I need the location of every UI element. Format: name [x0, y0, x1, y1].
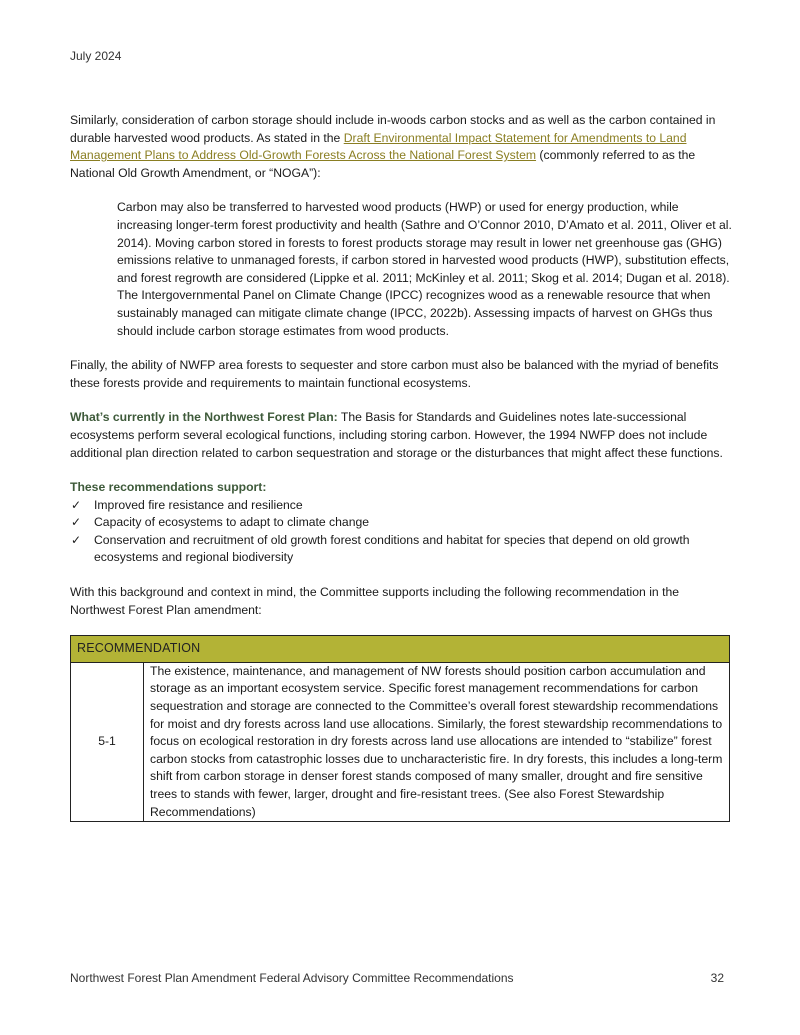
checkmark-icon: ✓ [71, 497, 82, 512]
block-quote: Carbon may also be transferred to harvested wood products (HWP) or used for energy production, while increasing longer-term forest productivity and health (Sathre and O’Connor 2010, D’Amato et al. 2011, Oliver et al. 2014). Moving carbon stored in forests to forest products storage may result in lower net greenhouse gas (GHG) emissions relative to unmanaged forests, if carbon stored in harvested wood products (HWP), substitution effects, and forest regrowth are considered (Lippke et al. 2011; McKinley et al. 2011; Skog et al. 2014; Dugan et al. 2018). The Intergovernmental Panel on Climate Change (IPCC) recognizes wood as a renewable resource that when sustainably managed can mitigate climate change (IPCC, 2022b). Assessing impacts of harvest on GHGs thus should include carbon storage estimates from wood products. [117, 200, 732, 338]
intro-text-tail: (commonly referred to as the National Old Growth Amendment, or “NOGA”): [70, 148, 696, 180]
page-footer [70, 971, 724, 985]
page-date: July 2024 [70, 49, 122, 63]
list-item [70, 514, 732, 532]
recommendation-header: RECOMMENDATION [71, 636, 730, 663]
page-number: 32 [710, 971, 724, 985]
list-item [70, 532, 732, 567]
intro-text: Similarly, consideration of carbon storage should include in-woods carbon stocks and as well as the carbon contained in durable harvested wood products. As stated in the [70, 113, 716, 145]
document-body [70, 112, 732, 822]
list-item-text: Conservation and recruitment of old growth forest conditions and habitat for species that depend on old growth ecosystems and regional biodiversity [94, 532, 690, 565]
recommendation-number: 5-1 [71, 662, 144, 821]
context-paragraph: With this background and context in mind, the Committee supports including the following recommendation in the Northwest Forest Plan amendment: [70, 585, 680, 617]
noga-deis-link[interactable]: Draft Environmental Impact Statement for Amendments to Land Management Plans to Address Old-Growth Forests Across the National Forest System [70, 130, 687, 163]
recommendation-text: The existence, maintenance, and management of NW forests should position carbon accumulation and storage as an important ecosystem service. Specific forest management recommendations for carbon sequestration and storage are connected to the Committee’s overall forest stewardship recommendations for moist and dry forests across land use allocations. Similarly, the forest stewardship recommendations to focus on ecological restoration in dry forests across land use allocations are intended to “stabilize” forest carbon stocks from catastrophic losses due to uncharacteristic fire. In dry forests, this includes a long-term shift from carbon storage in denser forest stands composed of many smaller, drought and fire sensitive trees to stands with fewer, larger, drought and fire-resistant trees. (See also Forest Stewardship Recommendations) [144, 662, 730, 821]
checkmark-icon: ✓ [71, 532, 82, 547]
current-plan-heading: What’s currently in the Northwest Forest Plan: [70, 410, 338, 425]
finally-paragraph: Finally, the ability of NWFP area forests to sequester and store carbon must also be balanced with the myriad of benefits these forests provide and requirements to maintain functional ecosystems. [70, 358, 719, 390]
checkmark-icon: ✓ [71, 515, 82, 530]
list-item-text: Improved fire resistance and resilience [94, 497, 303, 512]
recommendation-table [70, 635, 730, 822]
list-item-text: Capacity of ecosystems to adapt to climate change [94, 515, 370, 530]
supports-heading: These recommendations support: [70, 480, 267, 495]
intro-paragraph [70, 112, 732, 182]
current-plan-text: The Basis for Standards and Guidelines notes late-successional ecosystems perform several ecological functions, including storing carbon. However, the 1994 NWFP does not include additional plan direction related to carbon sequestration and storage or the disturbances that might affect these functions. [70, 410, 723, 460]
supports-list [70, 497, 732, 567]
list-item [70, 497, 732, 515]
current-plan-paragraph [70, 409, 732, 462]
footer-title: Northwest Forest Plan Amendment Federal Advisory Committee Recommendations [70, 971, 514, 985]
